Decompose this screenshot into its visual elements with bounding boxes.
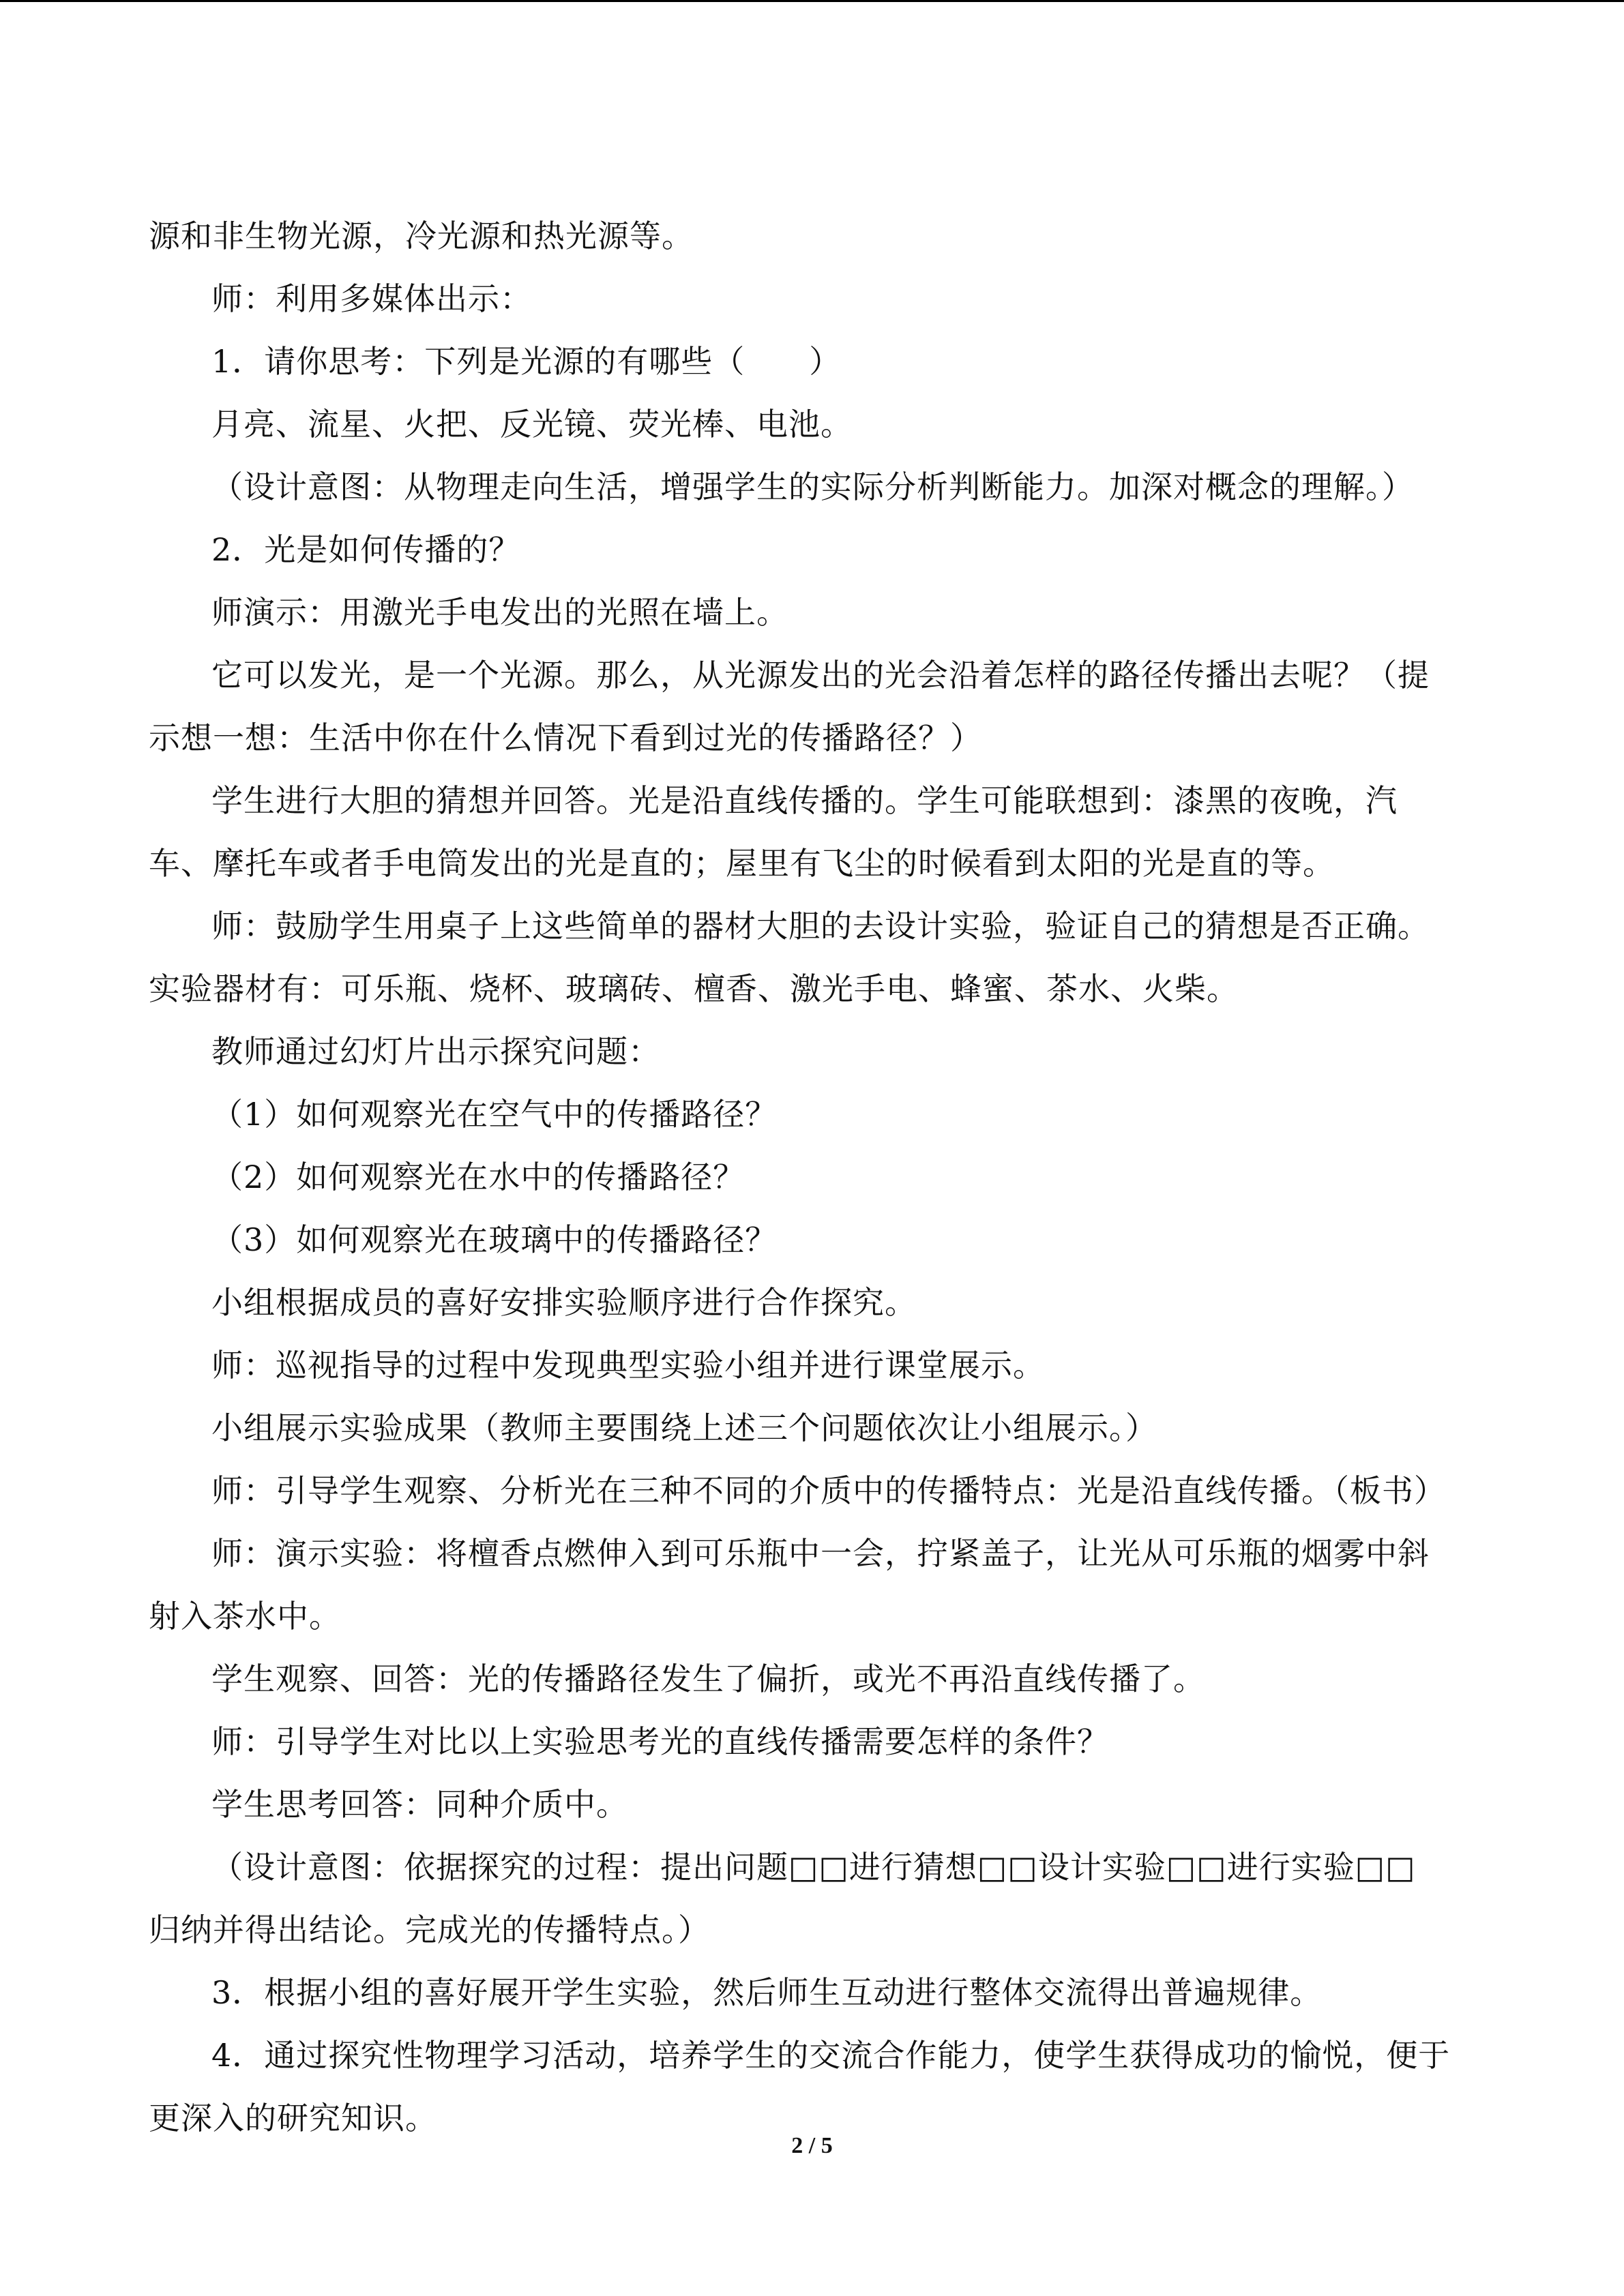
text-line: 1．请你思考：下列是光源的有哪些（ ）: [211, 343, 842, 380]
text-line: 师演示：用激光手电发出的光照在墙上。: [211, 594, 788, 631]
text-line: 2．光是如何传播的？: [211, 531, 521, 568]
text-line: 师：鼓励学生用桌子上这些简单的器材大胆的去设计实验，验证自己的猜想是否正确。: [211, 908, 1430, 944]
text-line: 学生观察、回答：光的传播路径发生了偏折，或光不再沿直线传播了。: [211, 1660, 1205, 1697]
text-line: 射入茶水中。: [149, 1598, 341, 1635]
top-border-line: [0, 0, 1624, 2]
text-line: （2）如何观察光在水中的传播路径？: [211, 1159, 745, 1195]
text-line: 3．根据小组的喜好展开学生实验，然后师生互动进行整体交流得出普遍规律。: [211, 1974, 1323, 2011]
text-line: 师：巡视指导的过程中发现典型实验小组并进行课堂展示。: [211, 1347, 1045, 1384]
text-line: 学生思考回答：同种介质中。: [211, 1786, 628, 1823]
page-number: 2 / 5: [791, 2133, 833, 2158]
text-line: 实验器材有：可乐瓶、烧杯、玻璃砖、檀香、激光手电、蜂蜜、茶水、火柴。: [149, 970, 1239, 1007]
text-line: 学生进行大胆的猜想并回答。光是沿直线传播的。学生可能联想到：漆黑的夜晚，汽: [211, 782, 1398, 819]
text-line: 师：利用多媒体出示：: [211, 280, 532, 317]
text-line: 归纳并得出结论。完成光的传播特点。）: [149, 1911, 710, 1948]
text-line: 源和非生物光源，冷光源和热光源等。: [149, 218, 694, 254]
text-line: 师：引导学生对比以上实验思考光的直线传播需要怎样的条件？: [211, 1723, 1109, 1760]
text-line: 车、摩托车或者手电筒发出的光是直的；屋里有飞尘的时候看到太阳的光是直的等。: [149, 845, 1335, 882]
text-line: 它可以发光，是一个光源。那么，从光源发出的光会沿着怎样的路径传播出去呢？（提: [211, 657, 1430, 694]
text-line: 4．通过探究性物理学习活动，培养学生的交流合作能力，使学生获得成功的愉悦，便于: [211, 2037, 1451, 2074]
text-line: 师：引导学生观察、分析光在三种不同的介质中的传播特点：光是沿直线传播。（板书）: [211, 1472, 1446, 1509]
text-line: （设计意图：从物理走向生活，增强学生的实际分析判断能力。加深对概念的理解。）: [211, 468, 1414, 505]
text-line: （设计意图：依据探究的过程：提出问题□□进行猜想□□设计实验□□进行实验□□: [211, 1849, 1416, 1885]
text-line: 月亮、流星、火把、反光镜、荧光棒、电池。: [211, 406, 853, 443]
text-line: （3）如何观察光在玻璃中的传播路径？: [211, 1221, 778, 1258]
document-body: [149, 205, 1486, 2149]
text-line: 示想一想：生活中你在什么情况下看到过光的传播路径？）: [149, 719, 982, 756]
text-line: 教师通过幻灯片出示探究问题：: [211, 1033, 660, 1070]
text-line: 师：演示实验：将檀香点燃伸入到可乐瓶中一会，拧紧盖子，让光从可乐瓶的烟雾中斜: [211, 1535, 1430, 1572]
text-line: 小组展示实验成果（教师主要围绕上述三个问题依次让小组展示。）: [211, 1410, 1157, 1446]
text-line: 小组根据成员的喜好安排实验顺序进行合作探究。: [211, 1284, 917, 1321]
text-line: 更深入的研究知识。: [149, 2100, 437, 2136]
text-line: （1）如何观察光在空气中的传播路径？: [211, 1096, 778, 1133]
